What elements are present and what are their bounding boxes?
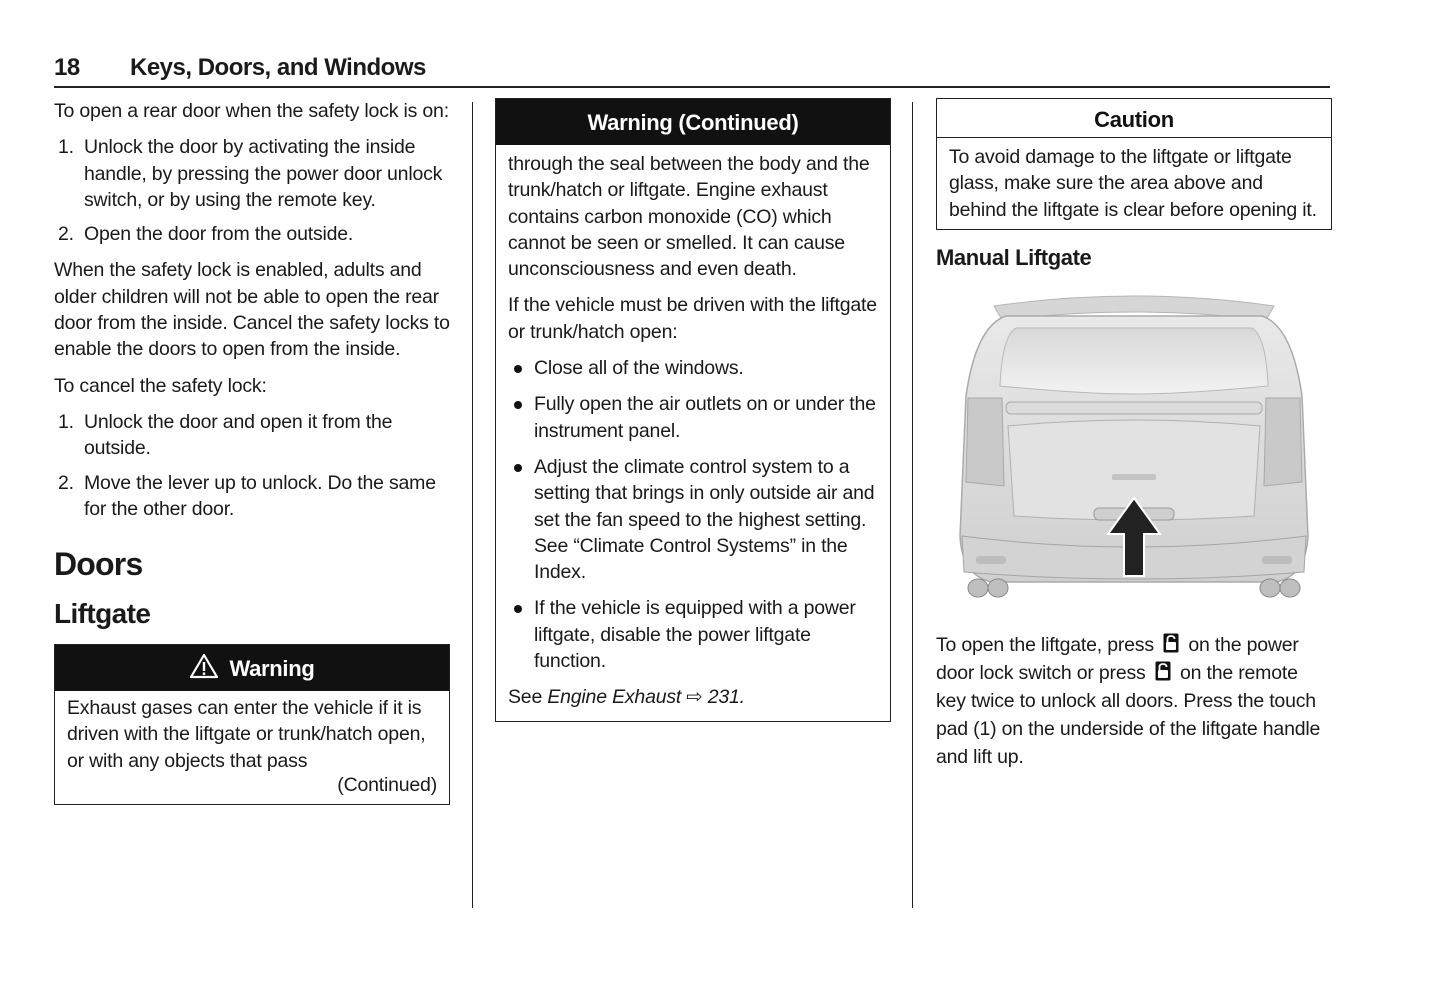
warning-title: Warning <box>229 656 315 682</box>
heading-liftgate: Liftgate <box>54 598 151 630</box>
caution-box <box>936 98 1332 230</box>
paragraph: If the vehicle must be driven with the liftgate or trunk/hatch open: <box>508 294 877 343</box>
step-text: Move the lever up to unlock. Do the same for the other door. <box>84 471 436 520</box>
caution-header: Caution <box>937 99 1331 138</box>
list-item <box>54 470 450 523</box>
instruction-text: on the remote key twice to unlock all doors. Press the touch pad (1) on the underside of the liftgate handle and lift up. <box>936 662 1321 769</box>
warning-header <box>55 645 449 691</box>
step-list <box>54 409 450 522</box>
warning-continued-body <box>496 145 890 721</box>
paragraph: To open a rear door when the safety lock is on: <box>54 100 449 122</box>
list-item <box>54 409 450 462</box>
instruction-text: To open the liftgate, press <box>936 634 1154 657</box>
list-item: If the vehicle is equipped with a power liftgate, disable the power liftgate function. <box>508 595 878 674</box>
continued-label: (Continued) <box>337 774 437 797</box>
warning-triangle-icon <box>189 653 219 679</box>
paragraph: To cancel the safety lock: <box>54 374 267 397</box>
instruction-text: on the power door lock switch or press <box>936 634 1299 685</box>
warning-text: Exhaust gases can enter the vehicle if it is driven with the liftgate or trunk/hatch open, or with any objects that pass <box>67 697 426 772</box>
step-number: 1. <box>58 410 74 433</box>
list-item: Close all of the windows. <box>508 355 878 381</box>
caution-body: To avoid damage to the liftgate or liftgate glass, make sure the area above and behind the liftgate is clear before opening it. <box>949 146 1317 221</box>
liftgate-instructions <box>936 631 1332 771</box>
heading-doors: Doors <box>54 546 143 583</box>
column-middle <box>495 98 891 732</box>
paragraph: When the safety lock is enabled, adults and older children will not be able to open the rear door from the inside. Cancel the safety locks to enable the doors to open from the inside. <box>54 259 450 361</box>
paragraph: through the seal between the body and the trunk/hatch or liftgate. Engine exhaust contains carbon monoxide (CO) which cannot be seen or smelled. It can cause unconsciousness and even death. <box>508 153 870 281</box>
warning-continued-box <box>495 98 891 722</box>
warning-box <box>54 644 450 805</box>
list-item: Fully open the air outlets on or under the instrument panel. <box>508 391 878 444</box>
reference-link[interactable]: Engine Exhaust <box>547 686 682 709</box>
reference-page[interactable]: 231. <box>707 686 745 709</box>
list-item <box>54 134 450 213</box>
step-text: Unlock the door by activating the inside handle, by pressing the power door unlock switch, or by using the remote key. <box>84 136 443 211</box>
step-list <box>54 134 450 247</box>
list-item <box>54 221 450 247</box>
warning-body <box>55 691 449 804</box>
column-right <box>936 98 1332 781</box>
step-text: Open the door from the outside. <box>84 223 354 246</box>
step-text: Unlock the door and open it from the outside. <box>84 410 393 460</box>
section-title: Keys, Doors, and Windows <box>130 54 426 81</box>
cross-reference <box>508 684 878 710</box>
step-number: 2. <box>58 471 74 494</box>
step-number: 1. <box>58 136 74 159</box>
heading-manual-liftgate: Manual Liftgate <box>936 244 1092 270</box>
liftgate-illustration <box>936 286 1332 606</box>
column-divider <box>912 102 913 908</box>
unlock-icon <box>1163 633 1179 653</box>
list-item: Adjust the climate control system to a setting that brings in only outside air and set the fan speed to the highest setting. See “Climate Control Systems” in the Index. <box>508 454 878 585</box>
see-prefix: See <box>508 686 548 709</box>
page-number: 18 <box>54 54 80 81</box>
bullet-list <box>508 355 878 674</box>
column-left <box>54 98 450 815</box>
arrow-icon: ⇨ <box>686 686 703 709</box>
unlock-icon <box>1155 661 1171 681</box>
column-divider <box>472 102 473 908</box>
step-number: 2. <box>58 223 74 246</box>
page-header <box>54 52 1330 88</box>
warning-continued-header: Warning (Continued) <box>496 99 890 145</box>
